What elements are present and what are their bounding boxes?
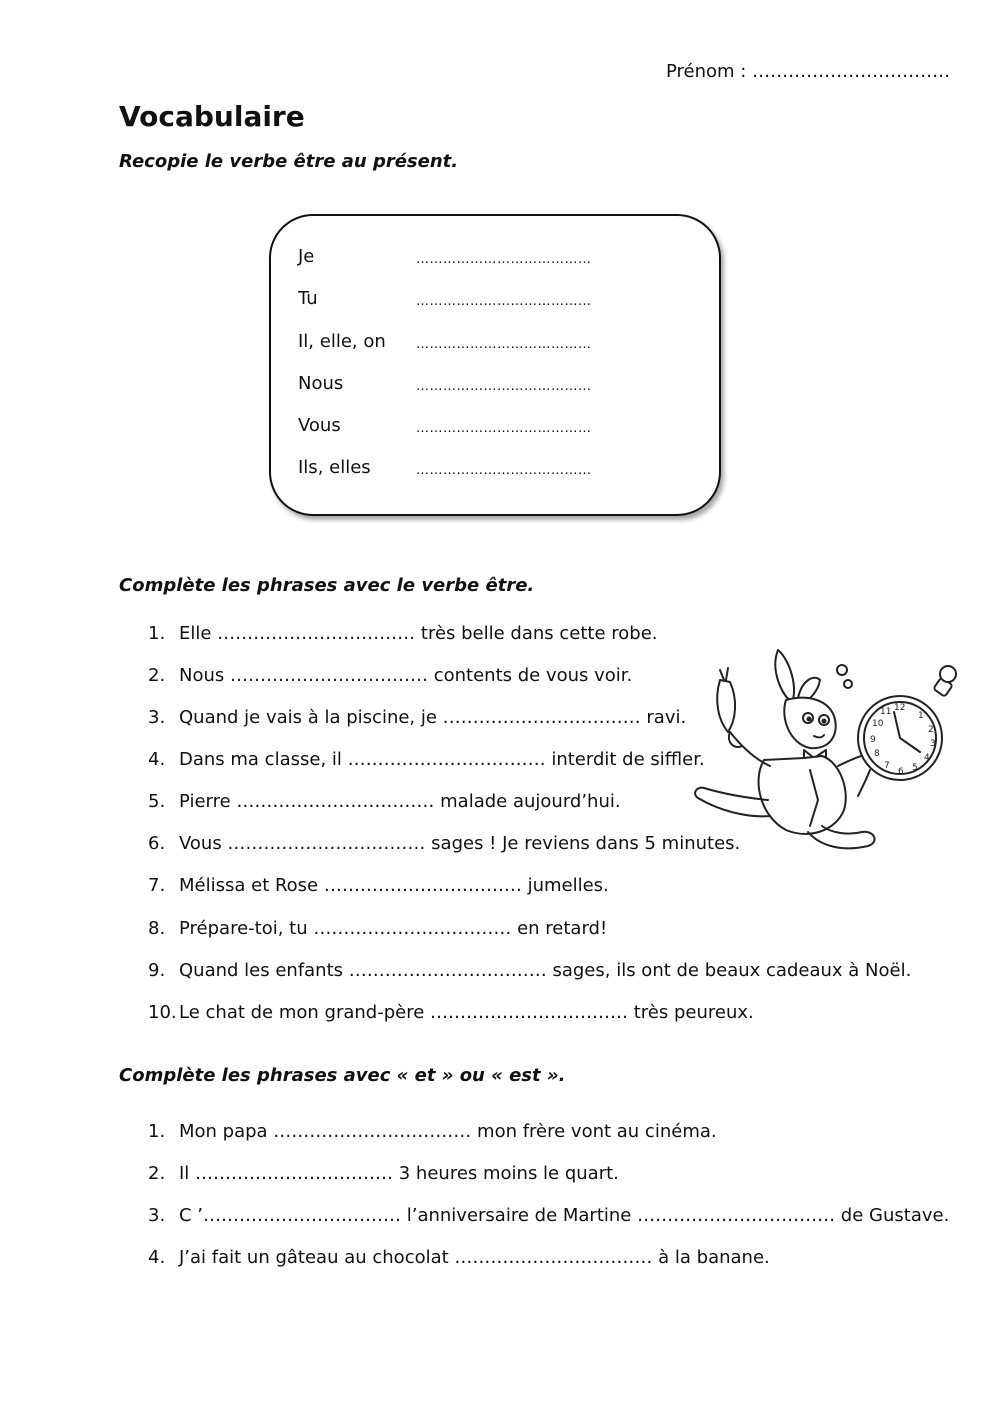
- section2-instruction: Complète les phrases avec le verbe être.: [119, 575, 535, 596]
- pronoun-ils: Ils, elles: [298, 457, 371, 478]
- item-number: 9.: [148, 960, 166, 981]
- svg-text:9: 9: [870, 735, 876, 745]
- item-number: 1.: [148, 1121, 166, 1142]
- svg-text:8: 8: [874, 749, 880, 759]
- blank-il[interactable]: …………………………………: [416, 337, 592, 352]
- sentence-1[interactable]: Elle …………………………… très belle dans cette robe.: [179, 623, 658, 644]
- svg-text:10: 10: [872, 719, 884, 729]
- item-number: 4.: [148, 1247, 166, 1268]
- white-rabbit-pocket-watch-icon: [690, 640, 960, 865]
- section1-instruction: Recopie le verbe être au présent.: [119, 151, 459, 172]
- item-number: 3.: [148, 707, 166, 728]
- prenom-field[interactable]: Prénom : ……………………………: [666, 61, 951, 82]
- et-est-sentence-4[interactable]: J’ai fait un gâteau au chocolat …………………………… à la banane.: [179, 1247, 770, 1268]
- et-est-sentence-1[interactable]: Mon papa …………………………… mon frère vont au cinéma.: [179, 1121, 717, 1142]
- pronoun-tu: Tu: [298, 288, 318, 309]
- item-number: 2.: [148, 1163, 166, 1184]
- sentence-4[interactable]: Dans ma classe, il …………………………… interdit de siffler.: [179, 749, 705, 770]
- page-title: Vocabulaire: [119, 100, 305, 133]
- et-est-sentence-2[interactable]: Il …………………………… 3 heures moins le quart.: [179, 1163, 619, 1184]
- item-number: 4.: [148, 749, 166, 770]
- svg-text:2: 2: [928, 725, 934, 735]
- pronoun-vous: Vous: [298, 415, 341, 436]
- svg-text:6: 6: [898, 767, 904, 777]
- sentence-5[interactable]: Pierre …………………………… malade aujourd’hui.: [179, 791, 621, 812]
- section3-instruction: Complète les phrases avec « et » ou « est ».: [119, 1065, 566, 1086]
- item-number: 6.: [148, 833, 166, 854]
- item-number: 3.: [148, 1205, 166, 1226]
- pronoun-il: Il, elle, on: [298, 331, 386, 352]
- sentence-3[interactable]: Quand je vais à la piscine, je …………………………… ravi.: [179, 707, 687, 728]
- svg-text:11: 11: [880, 707, 892, 717]
- blank-vous[interactable]: …………………………………: [416, 421, 592, 436]
- sentence-8[interactable]: Prépare-toi, tu …………………………… en retard!: [179, 918, 608, 939]
- svg-text:7: 7: [884, 761, 890, 771]
- item-number: 2.: [148, 665, 166, 686]
- blank-ils[interactable]: …………………………………: [416, 463, 592, 478]
- pronoun-nous: Nous: [298, 373, 344, 394]
- blank-nous[interactable]: …………………………………: [416, 379, 592, 394]
- item-number: 7.: [148, 875, 166, 896]
- et-est-sentence-3[interactable]: C ’…………………………… l’anniversaire de Martine …………………………… de Gustave.: [179, 1205, 950, 1226]
- sentence-6[interactable]: Vous …………………………… sages ! Je reviens dans 5 minutes.: [179, 833, 741, 854]
- item-number: 1.: [148, 623, 166, 644]
- svg-text:3: 3: [930, 739, 936, 749]
- pronoun-je: Je: [298, 246, 315, 267]
- sentence-9[interactable]: Quand les enfants …………………………… sages, ils ont de beaux cadeaux à Noël.: [179, 960, 912, 981]
- sentence-7[interactable]: Mélissa et Rose …………………………… jumelles.: [179, 875, 609, 896]
- svg-text:5: 5: [912, 763, 918, 773]
- sentence-2[interactable]: Nous …………………………… contents de vous voir.: [179, 665, 633, 686]
- blank-je[interactable]: …………………………………: [416, 252, 592, 267]
- svg-text:4: 4: [924, 753, 930, 763]
- blank-tu[interactable]: …………………………………: [416, 294, 592, 309]
- svg-text:1: 1: [918, 711, 924, 721]
- sentence-10[interactable]: Le chat de mon grand-père …………………………… très peureux.: [179, 1002, 754, 1023]
- item-number: 8.: [148, 918, 166, 939]
- item-number: 5.: [148, 791, 166, 812]
- item-number: 10.: [148, 1002, 177, 1023]
- svg-text:12: 12: [894, 703, 906, 713]
